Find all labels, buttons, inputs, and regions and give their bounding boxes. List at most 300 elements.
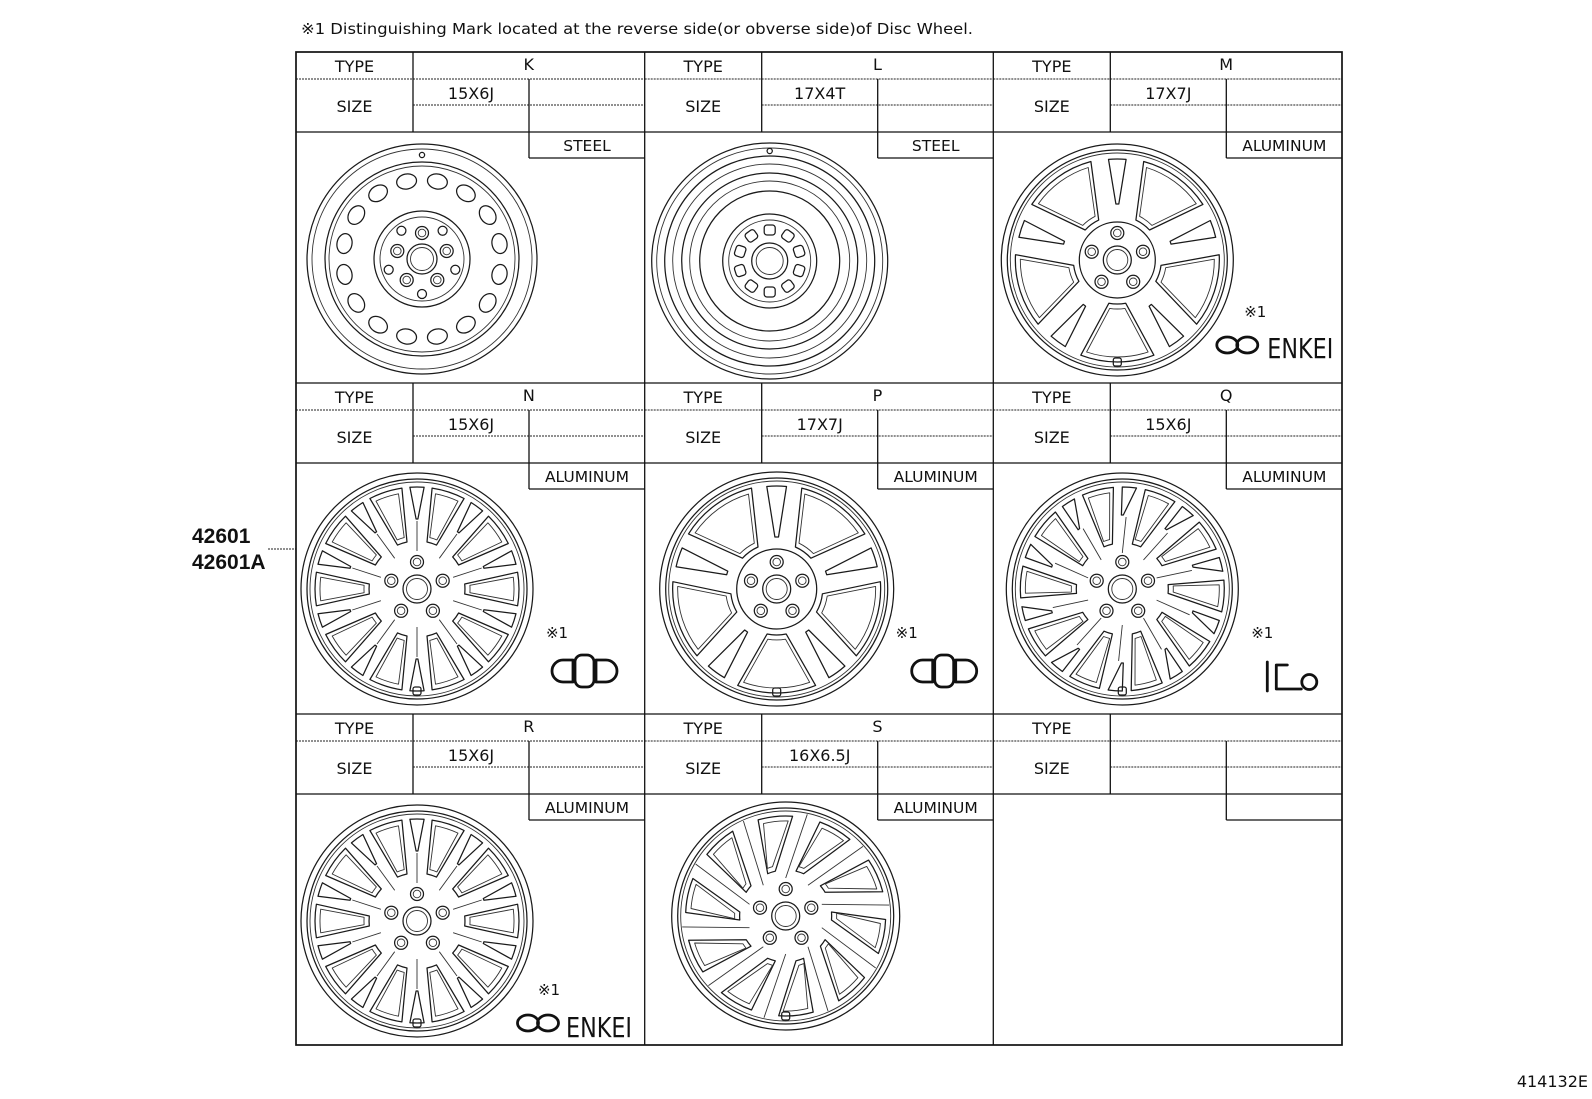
distinguishing-mark-ref: ※1: [1251, 624, 1274, 642]
spoke-window: [1131, 631, 1162, 690]
mark-center: [935, 655, 954, 687]
spoke-window: [457, 645, 482, 675]
rim-outer: [301, 473, 533, 705]
lug-nut-hole-inner: [1144, 577, 1152, 585]
hub-hole: [781, 279, 796, 294]
spoke-window-bevel: [764, 821, 789, 868]
spoke-ridge: [352, 568, 381, 577]
spoke-window: [1083, 487, 1114, 546]
lug-nut-hole: [440, 245, 453, 258]
lug-nut-hole: [426, 936, 439, 949]
steel-disc-wheel-icon: [307, 144, 537, 374]
wheel-material: ALUMINUM: [544, 799, 630, 817]
lug-nut-hole: [779, 883, 792, 896]
lug-nut-hole: [416, 227, 429, 240]
lug-nut-hole-inner: [1119, 558, 1127, 566]
center-bore: [752, 243, 788, 279]
center-bore: [403, 907, 431, 935]
wheel-type-code: M: [1219, 55, 1234, 74]
vent-hole: [395, 172, 418, 191]
lug-nut-hole-inner: [439, 577, 447, 585]
spoke-window: [689, 940, 751, 972]
lug-nut-hole-inner: [443, 247, 451, 255]
hub-small-hole: [418, 290, 427, 299]
lug-nut-hole-inner: [413, 558, 421, 566]
spoke-window: [318, 883, 351, 900]
mark-right-cap: [956, 660, 977, 682]
hub-hole: [734, 264, 747, 278]
wheel-type-code: P: [872, 386, 883, 405]
spoke-ridge: [1157, 570, 1192, 578]
spoke-window-bevel: [728, 964, 773, 1004]
vent-hole: [335, 232, 354, 255]
valve-hole: [419, 152, 424, 157]
lug-nut-hole: [431, 274, 444, 287]
lug-nut-hole: [1127, 275, 1140, 288]
wheel-material: ALUMINUM: [544, 468, 630, 486]
hub-hole: [744, 279, 759, 294]
lug-nut-hole: [796, 574, 809, 587]
part-number-callout-1[interactable]: 42601: [192, 525, 251, 548]
spoke-ridge: [453, 933, 482, 942]
wheel-type-code: N: [522, 386, 535, 405]
part-number-callout[interactable]: [192, 525, 296, 574]
lug-nut-hole: [1132, 604, 1145, 617]
mark-hook: [1276, 665, 1301, 689]
size-label: SIZE: [336, 97, 373, 116]
hub-ring-inner: [729, 220, 811, 302]
wheel-size: 15X6J: [447, 746, 495, 765]
wheel-cell-m: [993, 52, 1342, 376]
spoke-window-bevel: [1076, 637, 1110, 683]
capsule-mark-icon: [912, 655, 977, 687]
center-bore-inner: [407, 579, 428, 600]
spoke-ridge: [1053, 600, 1088, 608]
lug-nut-hole-inner: [1103, 607, 1111, 615]
center-bore: [1103, 246, 1131, 274]
type-label: TYPE: [683, 57, 723, 76]
spoke-window: [410, 487, 424, 519]
lug-nut-hole-inner: [1139, 248, 1147, 256]
spoke-window: [767, 486, 787, 537]
lug-nut-hole: [770, 556, 783, 569]
lug-nut-hole: [1090, 574, 1103, 587]
center-bore-inner: [1112, 579, 1133, 600]
logo-loop: [538, 1015, 559, 1031]
lug-nut-hole-inner: [747, 577, 755, 585]
lug-nut-hole: [795, 931, 808, 944]
spoke-ridge: [453, 601, 482, 610]
mark-ring: [1302, 675, 1317, 690]
center-bore-inner: [766, 579, 787, 600]
lug-nut-hole-inner: [1114, 229, 1122, 237]
lug-nut-hole: [395, 604, 408, 617]
wheel-size: 17X7J: [1145, 84, 1192, 103]
spoke-ridge: [1119, 625, 1123, 661]
vent-hole: [476, 203, 500, 228]
lug-nut-hole-inner: [388, 577, 396, 585]
vent-hole: [476, 290, 500, 315]
spoke-window-bevel: [1135, 496, 1169, 542]
wheel-type-table: [296, 52, 1342, 1045]
hub-hole: [793, 245, 806, 259]
rim-ring: [700, 191, 840, 331]
type-label: TYPE: [334, 57, 375, 76]
wheel-size: 15X6J: [1145, 415, 1192, 434]
enkei-logo-text: ENKEI: [1267, 332, 1334, 365]
lug-nut-hole-inner: [397, 607, 405, 615]
capsule-mark-icon: [552, 655, 617, 687]
hub-small-hole: [397, 226, 406, 235]
vent-hole: [426, 172, 449, 191]
wheel-material: STEEL: [911, 137, 960, 155]
spoke-window: [483, 942, 516, 959]
lug-nut-hole: [426, 604, 439, 617]
center-bore-inner: [1107, 250, 1128, 271]
spoke-ridge: [352, 601, 381, 610]
spoke-window: [796, 822, 850, 874]
spoke-window: [318, 942, 351, 959]
distinguishing-mark: [518, 981, 633, 1044]
spoke-window: [351, 503, 376, 533]
alloy-10-y-spoke-wheel-icon: [1006, 473, 1238, 705]
spoke-window: [457, 503, 482, 533]
spoke-ridge: [352, 933, 381, 942]
rim-lip: [310, 482, 524, 696]
type-label: TYPE: [1032, 388, 1072, 407]
rim-ring: [682, 173, 858, 349]
center-bore-inner: [775, 906, 796, 927]
center-bore-inner: [407, 911, 428, 932]
size-label: SIZE: [1033, 97, 1070, 116]
wheel-type-code: L: [873, 55, 882, 74]
center-bore: [763, 575, 791, 603]
type-label: TYPE: [334, 388, 375, 407]
valve-hole: [773, 688, 781, 696]
rim-inner: [307, 479, 527, 699]
enkei-logo-text: ENKEI: [566, 1011, 632, 1044]
lug-nut-hole-inner: [388, 909, 396, 917]
center-bore-inner: [411, 248, 434, 271]
type-label: TYPE: [1032, 57, 1072, 76]
alloy-10-split-spoke-wheel-icon: [301, 805, 533, 1037]
vent-hole: [453, 182, 478, 206]
rim-outer: [307, 144, 537, 374]
center-bore: [772, 902, 800, 930]
rim-flange: [312, 149, 532, 369]
type-label: TYPE: [683, 388, 723, 407]
spoke-window: [410, 659, 424, 691]
distinguishing-mark: [1217, 303, 1334, 365]
rim-lip: [669, 481, 885, 697]
wheel-type-code: K: [523, 55, 535, 74]
lug-nut-hole: [395, 936, 408, 949]
mark-left-cap: [912, 660, 933, 682]
spoke-window: [820, 860, 882, 892]
size-label: SIZE: [685, 759, 722, 778]
size-label: SIZE: [685, 97, 722, 116]
size-label: SIZE: [1033, 428, 1070, 447]
spoke-window: [483, 551, 516, 568]
hub-small-hole: [384, 265, 393, 274]
hub-hole: [764, 225, 775, 235]
lug-nut-hole: [436, 574, 449, 587]
lug-nut-hole: [385, 906, 398, 919]
vent-hole: [453, 313, 478, 337]
part-number-callout-2[interactable]: 42601A: [192, 551, 266, 574]
center-bore: [1108, 575, 1136, 603]
wheel-size: 17X4T: [794, 84, 846, 103]
wheel-type-code: Q: [1219, 386, 1233, 405]
hub-hole: [793, 264, 806, 278]
spoke-window: [483, 610, 516, 627]
mark-left-cap: [552, 660, 573, 682]
lug-nut-hole: [385, 574, 398, 587]
spoke-window: [351, 835, 376, 865]
wheel-size: 16X6.5J: [788, 746, 851, 765]
spoke-window: [1051, 304, 1086, 346]
rim-outer: [660, 472, 894, 706]
lug-nut-hole: [754, 604, 767, 617]
temporary-spare-wheel-icon: [652, 143, 888, 379]
lug-nut-hole-inner: [789, 607, 797, 615]
spoke-window-bevel: [799, 494, 858, 553]
spoke-window: [1192, 611, 1219, 634]
alloy-5-twin-spoke-wheel-icon: [660, 472, 894, 706]
rim-ring: [673, 164, 867, 358]
wheel-material: STEEL: [563, 137, 611, 155]
spoke-window: [351, 645, 376, 675]
spoke-window-bevel: [744, 639, 810, 688]
wheel-size: 15X6J: [447, 415, 495, 434]
rim-inner: [307, 811, 527, 1031]
hub-hole: [734, 245, 747, 259]
lug-nut-hole-inner: [397, 939, 405, 947]
logo-loop: [518, 1015, 539, 1031]
wheel-cell-q: [993, 383, 1342, 705]
wheel-cell-blank: [993, 714, 1342, 820]
lug-nut-hole-inner: [1093, 577, 1101, 585]
size-label: SIZE: [336, 428, 373, 447]
lug-nut-hole-inner: [799, 577, 807, 585]
hub-face: [1079, 222, 1155, 298]
lug-nut-hole: [436, 906, 449, 919]
spoke-ridge: [822, 904, 889, 905]
lug-nut-hole-inner: [403, 276, 411, 284]
valve-hole: [767, 148, 772, 153]
vent-hole: [345, 290, 369, 315]
spoke-ridge: [682, 927, 749, 928]
hub-hole: [764, 287, 775, 297]
lug-nut-hole: [786, 604, 799, 617]
lug-nut-hole-inner: [434, 276, 442, 284]
spoke-ridge: [1144, 533, 1168, 560]
vent-hole: [366, 182, 391, 206]
spoke-window-bevel: [783, 964, 808, 1011]
hub-ring: [374, 211, 470, 307]
wheel-material: ALUMINUM: [893, 468, 978, 486]
lug-nut-hole-inner: [429, 939, 437, 947]
hub-small-hole: [438, 226, 447, 235]
size-label: SIZE: [336, 759, 373, 778]
lug-nut-hole-inner: [757, 607, 765, 615]
spoke-window-bevel: [695, 494, 754, 553]
distinguishing-mark: [1251, 624, 1317, 691]
lug-nut-hole-inner: [1134, 607, 1142, 615]
spoke-window: [410, 819, 424, 851]
lug-nut-hole: [1142, 574, 1155, 587]
lug-nut-hole-inner: [798, 934, 806, 942]
center-bore: [407, 244, 437, 274]
wheel-cell-k: [296, 52, 645, 374]
spoke-window: [1035, 512, 1088, 566]
size-label: SIZE: [1033, 759, 1070, 778]
disc-edge: [329, 166, 515, 352]
mark-center: [575, 655, 594, 687]
spoke-window: [410, 991, 424, 1023]
lug-nut-hole: [1100, 604, 1113, 617]
lug-nut-hole-inner: [773, 558, 781, 566]
hub-hole: [744, 229, 759, 244]
rim-inner: [325, 162, 519, 356]
wheel-cell-n: [296, 383, 645, 705]
type-label: TYPE: [1032, 719, 1072, 738]
lug-nut-hole: [745, 574, 758, 587]
distinguishing-mark-ref: ※1: [895, 624, 918, 642]
lug-nut-hole: [1111, 227, 1124, 240]
distinguishing-mark: [896, 624, 977, 687]
lug-nut-hole-inner: [782, 885, 790, 893]
type-label: TYPE: [683, 719, 723, 738]
enkei-logo-icon: [518, 1011, 633, 1044]
spoke-window: [1157, 612, 1210, 666]
spoke-window: [318, 610, 351, 627]
spoke-ridge: [453, 568, 482, 577]
wheel-type-code: S: [872, 717, 883, 736]
spoke-ridge: [352, 900, 381, 909]
lug-nut-hole: [1116, 556, 1129, 569]
spoke-window: [1121, 487, 1136, 515]
lug-nut-hole-inner: [439, 909, 447, 917]
wheel-type-code: R: [523, 717, 535, 736]
lug-nut-hole-inner: [808, 904, 816, 912]
hub-face: [737, 549, 817, 629]
size-label: SIZE: [685, 428, 722, 447]
spoke-window-bevel: [1041, 519, 1083, 562]
hook-mark-icon: [1267, 662, 1317, 691]
rim-ring: [690, 181, 850, 341]
spoke-window: [1025, 544, 1052, 567]
lug-nut-hole: [411, 556, 424, 569]
lug-nut-hole-inner: [766, 934, 774, 942]
spoke-window: [676, 548, 728, 575]
rim-outer: [1001, 144, 1233, 376]
rim-outer: [1006, 473, 1238, 705]
logo-loop: [1237, 337, 1258, 353]
enkei-logo-icon: [1217, 332, 1334, 365]
rim-inner: [666, 478, 888, 700]
wheel-cell-l: [645, 52, 994, 379]
spoke-window: [1019, 221, 1065, 245]
spoke-window: [826, 548, 878, 575]
alloy-10-twisted-spoke-wheel-icon: [672, 802, 900, 1030]
lug-nut-hole-inner: [756, 904, 764, 912]
lug-nut-hole-inner: [1129, 278, 1137, 286]
spoke-window: [1170, 221, 1216, 245]
vent-hole: [335, 263, 354, 286]
rim-ring: [657, 148, 883, 374]
distinguishing-mark-ref: ※1: [1244, 303, 1267, 321]
spoke-window-bevel: [799, 828, 844, 868]
rim-inner: [1012, 479, 1232, 699]
spoke-ridge: [1122, 517, 1126, 553]
lug-nut-hole: [411, 888, 424, 901]
center-bore-inner: [756, 248, 783, 275]
distinguishing-mark-note: ※1 Distinguishing Mark located at the reverse side(or obverse side)of Disc Wheel.: [301, 20, 973, 38]
lug-nut-hole-inner: [1098, 278, 1106, 286]
vent-hole: [490, 232, 509, 255]
alloy-5-double-spoke-wheel-icon: [1001, 144, 1233, 376]
spoke-window: [1149, 304, 1184, 346]
wheel-material: ALUMINUM: [1242, 137, 1327, 155]
lug-nut-hole: [1095, 275, 1108, 288]
hub-ring: [723, 214, 817, 308]
lug-nut-hole-inner: [413, 890, 421, 898]
table-border: [296, 52, 1342, 1045]
diagram-id: 414132E: [1516, 1072, 1588, 1091]
rim-ring: [652, 143, 888, 379]
rim-ring: [665, 156, 875, 366]
spoke-window: [318, 551, 351, 568]
spoke-ridge: [453, 900, 482, 909]
wheel-cell-r: [296, 714, 645, 1044]
logo-loop: [1217, 337, 1238, 353]
spoke-window: [1070, 631, 1113, 688]
vent-hole: [366, 313, 391, 337]
hub-small-hole: [451, 265, 460, 274]
spoke-window: [457, 977, 482, 1007]
lug-nut-hole: [400, 274, 413, 287]
spoke-window: [351, 977, 376, 1007]
lug-nut-hole: [1085, 245, 1098, 258]
spoke-window: [1109, 159, 1127, 204]
lug-nut-hole-inner: [1088, 248, 1096, 256]
lug-nut-hole-inner: [429, 607, 437, 615]
center-bore: [403, 575, 431, 603]
spoke-window: [1192, 558, 1222, 572]
spoke-window: [457, 835, 482, 865]
rim-inner: [1007, 150, 1227, 370]
vent-hole: [345, 203, 369, 228]
vent-hole: [490, 263, 509, 286]
wheel-material: ALUMINUM: [893, 799, 978, 817]
vent-hole: [426, 327, 449, 346]
mark-right-cap: [596, 660, 617, 682]
rim-lip: [1015, 482, 1229, 696]
wheel-size: 15X6J: [447, 84, 495, 103]
spoke-window: [721, 958, 775, 1010]
rim-outer: [301, 805, 533, 1037]
hub-hole: [781, 229, 796, 244]
wheel-material: ALUMINUM: [1242, 468, 1327, 486]
spoke-window: [483, 883, 516, 900]
distinguishing-mark-ref: ※1: [545, 624, 569, 642]
vent-hole: [395, 327, 418, 346]
lug-nut-hole-inner: [418, 229, 426, 237]
spoke-window: [1132, 490, 1175, 547]
wheel-size: 17X7J: [796, 415, 843, 434]
lug-nut-hole: [763, 931, 776, 944]
